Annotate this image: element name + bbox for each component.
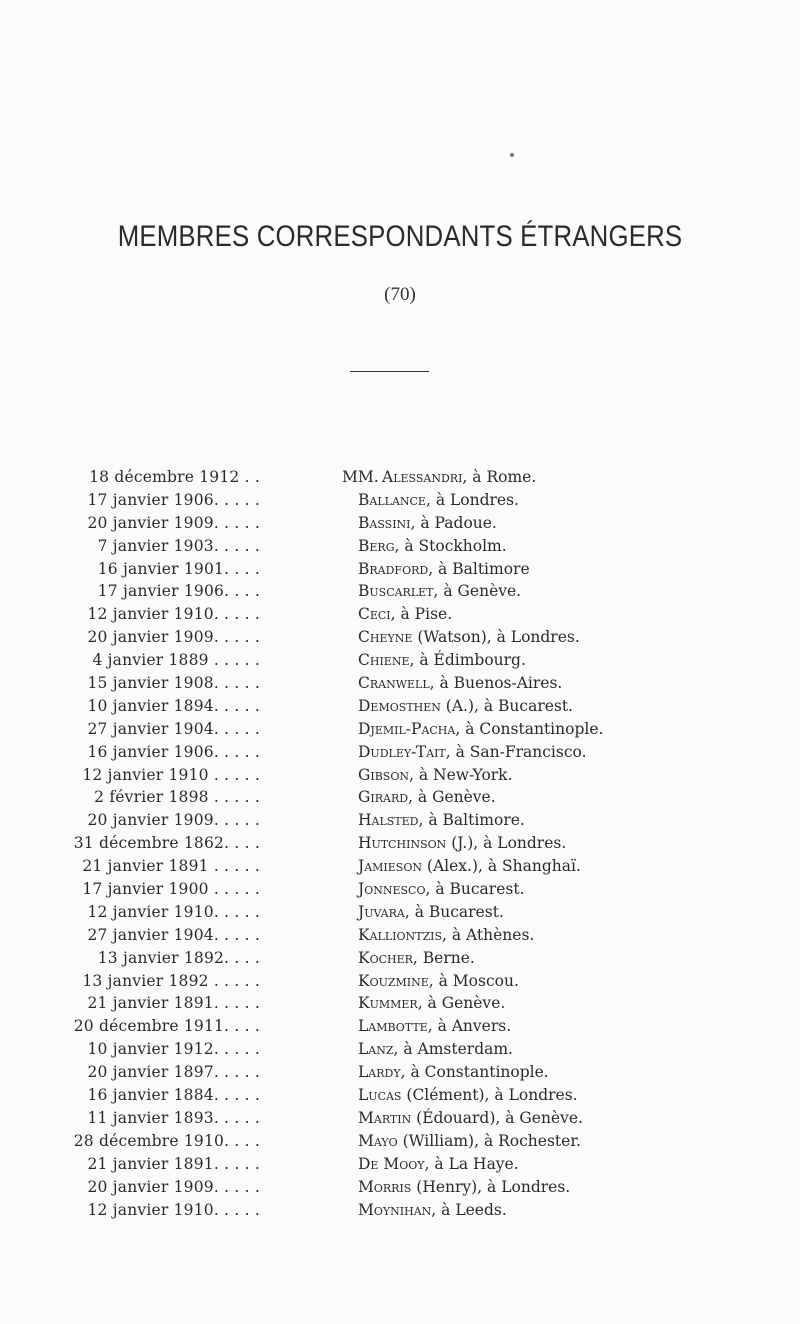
member-name: Jonnesco, à Bucarest. [358,880,525,899]
election-date: 13 janvier 1892 . . . . . [82,971,260,990]
member-name: Lambotte, à Anvers. [358,1017,512,1036]
election-date: 2 février 1898 . . . . . [94,788,260,807]
election-date: 28 décembre 1910. . . . [73,1131,260,1150]
member-name: Halsted, à Baltimore. [358,811,525,830]
election-date: 21 janvier 1891. . . . . [87,1154,260,1173]
election-date: 21 janvier 1891. . . . . [87,994,260,1013]
member-count: (70) [384,284,416,305]
member-row [0,1061,800,1084]
election-date: 20 janvier 1897. . . . . [87,1063,260,1082]
member-row [0,947,800,970]
member-name: Berg, à Stockholm. [358,536,507,555]
election-date: 10 janvier 1894. . . . . [87,696,260,715]
member-name: Martin (Édouard), à Genève. [358,1108,583,1127]
election-date: 16 janvier 1906. . . . . [87,742,260,761]
member-name: Bassini, à Padoue. [358,513,497,532]
election-date: 31 décembre 1862. . . . [73,834,260,853]
election-date: 12 janvier 1910. . . . . [87,1200,260,1219]
member-row [0,878,800,901]
election-date: 10 janvier 1912. . . . . [87,1040,260,1059]
election-date: 15 janvier 1908. . . . . [87,674,260,693]
election-date: 16 janvier 1901. . . . [97,559,260,578]
member-row [0,558,800,581]
member-row [0,512,800,535]
election-date: 18 décembre 1912 . . [89,468,260,486]
election-date: 17 janvier 1906. . . . [97,582,260,601]
member-name: Ballance, à Londres. [358,490,519,509]
member-row [0,695,800,718]
member-name: Ceci, à Pise. [358,605,453,624]
member-row [0,1176,800,1199]
page-title: MEMBRES CORRESPONDANTS ÉTRANGERS [117,220,683,253]
member-name: Jamieson (Alex.), à Shanghaï. [358,857,581,876]
member-name: Bradford, à Baltimore [358,559,530,578]
member-row [0,786,800,809]
member-name: Djemil-Pacha, à Constantinople. [358,719,604,738]
election-date: 20 janvier 1909. . . . . [87,513,260,532]
member-row [0,1199,800,1222]
member-name: Kouzmine, à Moscou. [358,971,519,990]
member-name: Moynihan, à Leeds. [358,1200,507,1219]
member-name: Girard, à Genève. [358,788,496,807]
election-date: 4 janvier 1889 . . . . . [92,651,260,670]
member-row [0,901,800,924]
member-name: Cranwell, à Buenos-Aires. [358,674,563,693]
election-date: 17 janvier 1900 . . . . . [82,880,260,899]
election-date: 7 janvier 1903. . . . . [97,536,260,555]
member-row [0,741,800,764]
member-name: Alessandri, à Rome. [382,468,537,486]
member-row [0,603,800,626]
member-name: Gibson, à New-York. [358,765,513,784]
election-date: 12 janvier 1910. . . . . [87,605,260,624]
member-row [0,1107,800,1130]
member-name: Cheyne (Watson), à Londres. [358,628,580,647]
member-row [0,489,800,512]
member-name: Lanz, à Amsterdam. [358,1040,513,1059]
member-row [0,649,800,672]
election-date: 27 janvier 1904. . . . . [87,719,260,738]
member-row [0,672,800,695]
member-name: De Mooy, à La Haye. [358,1154,519,1173]
member-row [0,626,800,649]
election-date: 20 décembre 1911. . . . [73,1017,260,1036]
election-date: 20 janvier 1909. . . . . [87,811,260,830]
honorific-prefix: MM. [342,468,379,486]
member-row [0,535,800,558]
member-name: Demosthen (A.), à Bucarest. [358,696,574,715]
election-date: 20 janvier 1909. . . . . [87,628,260,647]
member-row [0,992,800,1015]
election-date: 21 janvier 1891 . . . . . [82,857,260,876]
member-row [0,924,800,947]
member-name: Lardy, à Constantinople. [358,1063,549,1082]
title-divider [350,371,429,372]
member-list [0,466,800,1221]
election-date: 20 janvier 1909. . . . . [87,1177,260,1196]
election-date: 27 janvier 1904. . . . . [87,925,260,944]
election-date: 17 janvier 1906. . . . . [87,490,260,509]
member-name: Kalliontzis, à Athènes. [358,925,535,944]
member-name: Mayo (William), à Rochester. [358,1131,581,1150]
member-name: Dudley-Tait, à San-Francisco. [358,742,587,761]
election-date: 12 janvier 1910. . . . . [87,902,260,921]
member-name: Lucas (Clément), à Londres. [358,1086,578,1105]
member-row [0,855,800,878]
member-row [0,764,800,787]
election-date: 13 janvier 1892. . . . [97,948,260,967]
member-row [0,1130,800,1153]
election-date: 12 janvier 1910 . . . . . [82,765,260,784]
member-row [0,1084,800,1107]
member-name: Kocher, Berne. [358,948,475,967]
member-name: Morris (Henry), à Londres. [358,1177,571,1196]
member-name: Hutchinson (J.), à Londres. [358,834,567,853]
member-row [0,1038,800,1061]
member-name: Chiene, à Édimbourg. [358,651,526,670]
member-row [0,718,800,741]
member-row [0,970,800,993]
member-row [0,1153,800,1176]
member-name: Kummer, à Genève. [358,994,506,1013]
member-row [0,809,800,832]
ink-speck [510,153,514,157]
member-row [0,832,800,855]
election-date: 11 janvier 1893. . . . . [87,1108,260,1127]
member-row [0,580,800,603]
member-name: Buscarlet, à Genève. [358,582,522,601]
election-date: 16 janvier 1884. . . . . [87,1086,260,1105]
member-row [0,466,800,489]
member-row [0,1015,800,1038]
member-name: Juvara, à Bucarest. [358,902,504,921]
